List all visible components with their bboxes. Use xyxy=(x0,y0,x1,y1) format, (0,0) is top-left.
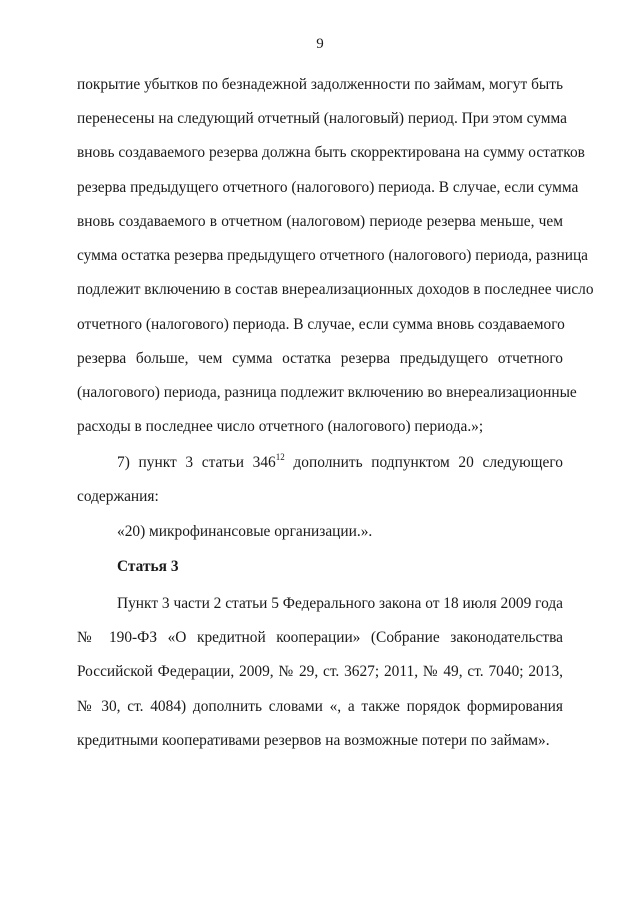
text-line: подлежит включению в состав внереализационных доходов в последнее число xyxy=(77,281,594,298)
text-line: кредитными кооперативами резервов на возможные потери по займам». xyxy=(77,732,550,749)
text-line: Российской Федерации, 2009, № 29, ст. 3627; 2011, № 49, ст. 7040; 2013, xyxy=(77,663,563,680)
text-line: резерва больше, чем сумма остатка резерва предыдущего отчетного xyxy=(77,350,563,367)
text-line: вновь создаваемого в отчетном (налоговом) периоде резерва меньше, чем xyxy=(77,213,563,230)
text-line: № 30, ст. 4084) дополнить словами «, а также порядок формирования xyxy=(77,698,563,715)
item-7-line-2: содержания: xyxy=(77,488,159,505)
text-line: отчетного (налогового) периода. В случае, если сумма вновь создаваемого xyxy=(77,316,565,333)
item-20-line: «20) микрофинансовые организации.». xyxy=(117,523,373,540)
text-line: сумма остатка резерва предыдущего отчетного (налогового) периода, разница xyxy=(77,247,589,264)
text-line: вновь создаваемого резерва должна быть скорректирована на сумму остатков xyxy=(77,144,585,161)
text-line: покрытие убытков по безнадежной задолженности по займам, могут быть xyxy=(77,76,563,93)
article-superscript: 12 xyxy=(275,452,285,462)
item-7-line-1 xyxy=(117,453,563,473)
text-line: № 190-ФЗ «О кредитной кооперации» (Собрание законодательства xyxy=(77,629,563,646)
text-line: Пункт 3 части 2 статьи 5 Федерального закона от 18 июля 2009 года xyxy=(117,595,563,612)
text-line: (налогового) периода, разница подлежит включению во внереализационные xyxy=(77,384,577,401)
text-line: резерва предыдущего отчетного (налогового) периода. В случае, если сумма xyxy=(77,179,579,196)
text-line: расходы в последнее число отчетного (налогового) периода.»; xyxy=(77,418,484,435)
item-7-text-start: 7) пункт 3 статьи 346 xyxy=(117,454,276,471)
article-heading: Статья 3 xyxy=(117,558,179,575)
text-line: перенесены на следующий отчетный (налоговый) период. При этом сумма xyxy=(77,110,568,127)
item-7-text-end: дополнить подпунктом 20 следующего xyxy=(284,454,563,471)
page-number: 9 xyxy=(316,36,324,52)
